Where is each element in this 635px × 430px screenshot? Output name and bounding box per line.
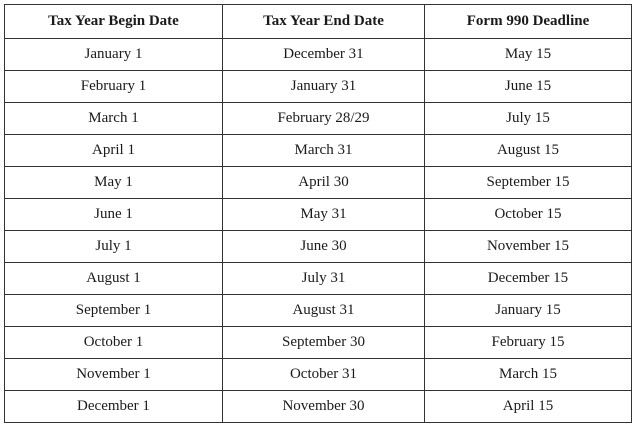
table-row <box>5 231 632 263</box>
begin-date-cell: December 1 <box>5 391 223 423</box>
deadline-cell: August 15 <box>425 135 632 167</box>
deadline-cell: October 15 <box>425 199 632 231</box>
end-date-cell: February 28/29 <box>223 103 425 135</box>
table-body <box>5 39 632 423</box>
begin-date-cell: June 1 <box>5 199 223 231</box>
table-row <box>5 199 632 231</box>
deadline-cell: November 15 <box>425 231 632 263</box>
header-row <box>5 5 632 39</box>
deadline-cell: March 15 <box>425 359 632 391</box>
table-row <box>5 167 632 199</box>
begin-date-cell: November 1 <box>5 359 223 391</box>
table-row <box>5 135 632 167</box>
end-date-cell: April 30 <box>223 167 425 199</box>
header-form-990-deadline: Form 990 Deadline <box>425 5 632 39</box>
end-date-cell: March 31 <box>223 135 425 167</box>
end-date-cell: July 31 <box>223 263 425 295</box>
deadline-cell: May 15 <box>425 39 632 71</box>
begin-date-cell: January 1 <box>5 39 223 71</box>
begin-date-cell: February 1 <box>5 71 223 103</box>
header-tax-year-end-date: Tax Year End Date <box>223 5 425 39</box>
begin-date-cell: August 1 <box>5 263 223 295</box>
end-date-cell: October 31 <box>223 359 425 391</box>
begin-date-cell: March 1 <box>5 103 223 135</box>
end-date-cell: May 31 <box>223 199 425 231</box>
end-date-cell: September 30 <box>223 327 425 359</box>
table-header <box>5 5 632 39</box>
end-date-cell: November 30 <box>223 391 425 423</box>
deadline-cell: September 15 <box>425 167 632 199</box>
table-row <box>5 71 632 103</box>
table-row <box>5 359 632 391</box>
begin-date-cell: September 1 <box>5 295 223 327</box>
begin-date-cell: May 1 <box>5 167 223 199</box>
table-row <box>5 263 632 295</box>
deadline-cell: February 15 <box>425 327 632 359</box>
form-990-deadline-table <box>4 4 632 423</box>
deadline-cell: April 15 <box>425 391 632 423</box>
begin-date-cell: April 1 <box>5 135 223 167</box>
deadline-cell: June 15 <box>425 71 632 103</box>
end-date-cell: June 30 <box>223 231 425 263</box>
table-row <box>5 391 632 423</box>
table-row <box>5 103 632 135</box>
deadline-cell: December 15 <box>425 263 632 295</box>
end-date-cell: January 31 <box>223 71 425 103</box>
end-date-cell: December 31 <box>223 39 425 71</box>
table-row <box>5 39 632 71</box>
end-date-cell: August 31 <box>223 295 425 327</box>
table-row <box>5 295 632 327</box>
begin-date-cell: October 1 <box>5 327 223 359</box>
deadline-cell: January 15 <box>425 295 632 327</box>
deadline-cell: July 15 <box>425 103 632 135</box>
header-tax-year-begin-date: Tax Year Begin Date <box>5 5 223 39</box>
begin-date-cell: July 1 <box>5 231 223 263</box>
table-row <box>5 327 632 359</box>
